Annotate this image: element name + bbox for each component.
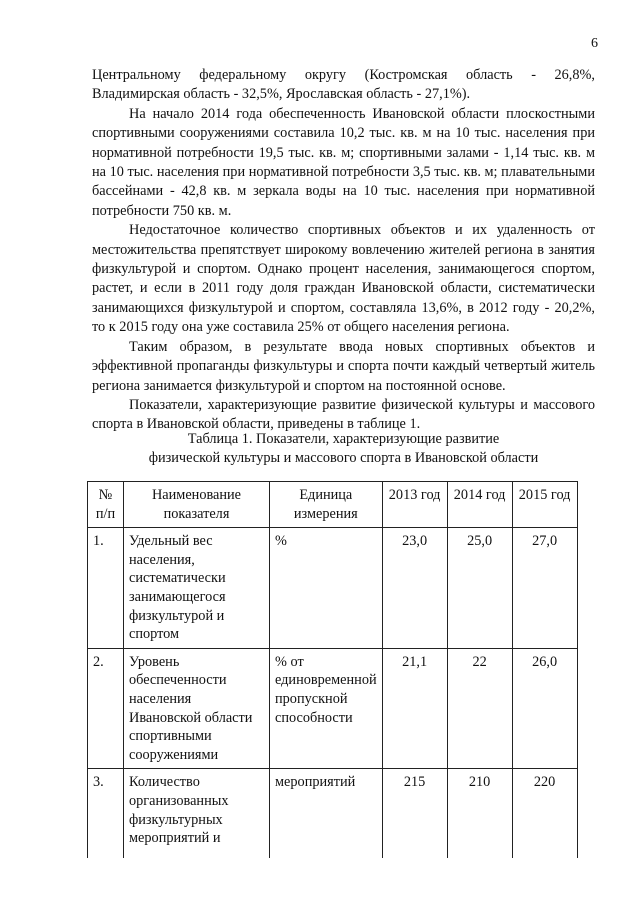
- value-2015: 26,0: [512, 648, 577, 769]
- paragraph-5: Показатели, характеризующие развитие физической культуры и массового спорта в Ивановской области, приведены в таблице 1.: [92, 396, 595, 433]
- value-2015: 27,0: [512, 528, 577, 649]
- value-2014: 25,0: [447, 528, 512, 649]
- value-2013: 23,0: [382, 528, 447, 649]
- paragraph-2: На начало 2014 года обеспеченность Ивановской области плоскостными спортивными сооружениями составила 10,2 тыс. кв. м на 10 тыс. населения при нормативной потребности 19,5 тыс. кв. м; спортивными залами - 1,14 тыс. кв. м на 10 тыс. населения при нормативной потребности 3,5 тыс. кв. м; плавательными бассейнами - 42,8 кв. м зеркала воды на 10 тыс. населения при нормативной потребности 750 кв. м.: [92, 105, 595, 219]
- paragraph-1: Центральному федеральному округу (Костромская область - 26,8%, Владимирская область - 32,5%, Ярославская область - 27,1%).: [92, 67, 595, 103]
- header-year-2015: 2015 год: [512, 482, 577, 528]
- header-year-2014: 2014 год: [447, 482, 512, 528]
- page-number: 6: [591, 36, 598, 51]
- table-caption: [92, 430, 595, 469]
- value-2015: 220: [512, 769, 577, 869]
- indicator-name: Уровень обеспеченности населения Ивановской области спортивными сооружениями: [124, 648, 270, 769]
- indicator-name: Количество организованных физкультурных мероприятий и: [124, 769, 270, 869]
- body-text: [92, 66, 595, 435]
- value-2013: 21,1: [382, 648, 447, 769]
- value-2013: 215: [382, 769, 447, 869]
- table-row: [88, 528, 578, 649]
- row-number: 2.: [88, 648, 124, 769]
- row-number: 3.: [88, 769, 124, 869]
- header-indicator-name: Наименование показателя: [124, 482, 270, 528]
- header-number: № п/п: [88, 482, 124, 528]
- paragraph-3: Недостаточное количество спортивных объектов и их удаленность от местожительства препятствует широкому вовлечению жителей региона в занятия физкультурой и спортом. Однако процент населения, занимающегося спортом, растет, и если в 2011 году доля граждан Ивановской области, систематически занимающихся физкультурой и спортом, составляла 13,6%, в 2012 году - 20,2%, то к 2015 году она уже составила 25% от общего населения региона.: [92, 222, 595, 336]
- value-2014: 22: [447, 648, 512, 769]
- unit: мероприятий: [270, 769, 383, 869]
- indicator-name: Удельный вес населения, систематически занимающегося физкультурой и спортом: [124, 528, 270, 649]
- unit: %: [270, 528, 383, 649]
- table-row: [88, 769, 578, 869]
- indicators-table: [87, 481, 578, 869]
- header-unit: Единица измерения: [270, 482, 383, 528]
- header-year-2013: 2013 год: [382, 482, 447, 528]
- table-row: [88, 648, 578, 769]
- table-caption-line-2: физической культуры и массового спорта в Ивановской области: [148, 450, 539, 467]
- table-header-row: [88, 482, 578, 528]
- value-2014: 210: [447, 769, 512, 869]
- table-caption-line-1: Таблица 1. Показатели, характеризующие развитие: [187, 431, 500, 447]
- page-bottom-margin: [0, 858, 640, 905]
- paragraph-4: Таким образом, в результате ввода новых спортивных объектов и эффективной пропаганды физкультуры и спорта почти каждый четвертый житель региона занимается физкультурой и спортом на постоянной основе.: [92, 338, 595, 394]
- row-number: 1.: [88, 528, 124, 649]
- unit: % от единовременной пропускной способности: [270, 648, 383, 769]
